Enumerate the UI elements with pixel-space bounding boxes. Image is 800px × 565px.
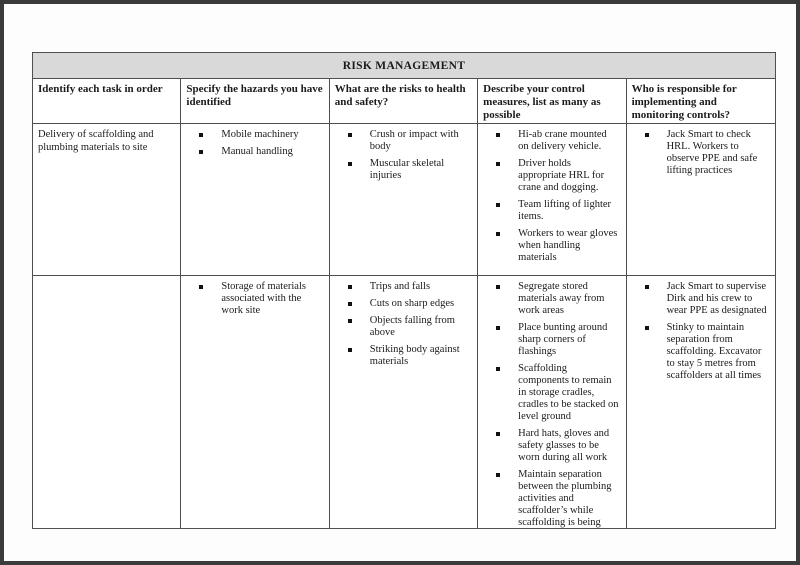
table-cell (33, 124, 181, 275)
square-bullet-icon (199, 285, 203, 289)
bullet-text: Jack Smart to supervise Dirk and his crew to wear PPE as designated (666, 281, 767, 316)
bullet-text: Trips and falls (369, 281, 431, 292)
bullet-text: Objects falling from above (369, 315, 455, 338)
table-cell (181, 124, 329, 275)
bullet-text: Segregate stored materials away from work areas (518, 281, 605, 316)
bullet-item (483, 199, 619, 223)
square-bullet-icon (645, 133, 649, 137)
task-text: Delivery of scaffolding and plumbing materials to site (38, 129, 154, 153)
bullet-item (483, 469, 619, 528)
bullet-item (335, 158, 471, 182)
column-header-risks: What are the risks to health and safety? (330, 79, 478, 123)
bullet-item (632, 322, 769, 382)
bullet-item (483, 158, 619, 194)
bullet-item (483, 363, 619, 423)
bullet-list (632, 129, 769, 177)
bullet-list (483, 281, 619, 528)
column-header-controls: Describe your control measures, list as many as possible (478, 79, 626, 123)
table-cell (478, 124, 626, 275)
table-row (33, 124, 775, 275)
square-bullet-icon (496, 367, 500, 371)
square-bullet-icon (348, 285, 352, 289)
column-header-responsible: Who is responsible for implementing and monitoring controls? (631, 83, 737, 121)
bullet-item (335, 298, 471, 310)
table-row (33, 275, 775, 528)
bullet-text: Place bunting around sharp corners of flashings (518, 322, 608, 357)
square-bullet-icon (645, 285, 649, 289)
table-header-row (33, 79, 775, 124)
bullet-item (483, 129, 619, 153)
bullet-text: Crush or impact with body (369, 129, 459, 152)
table-cell (478, 276, 626, 528)
bullet-list (186, 281, 322, 317)
bullet-list (483, 129, 619, 264)
bullet-text: Striking body against materials (369, 344, 460, 367)
square-bullet-icon (348, 133, 352, 137)
table-body (33, 124, 775, 528)
square-bullet-icon (496, 133, 500, 137)
bullet-text: Hard hats, gloves and safety glasses to be worn during all work (518, 428, 610, 463)
square-bullet-icon (199, 133, 203, 137)
bullet-item (335, 315, 471, 339)
square-bullet-icon (496, 473, 500, 477)
bullet-item (632, 129, 769, 177)
table-cell (330, 124, 478, 275)
bullet-item (186, 146, 322, 158)
risk-management-table (32, 52, 776, 529)
bullet-item (335, 129, 471, 153)
bullet-text: Driver holds appropriate HRL for crane and dogging. (518, 158, 605, 193)
bullet-text: Cuts on sharp edges (369, 298, 455, 309)
column-header-task: Identify each task in order (33, 79, 181, 123)
square-bullet-icon (496, 203, 500, 207)
bullet-text: Jack Smart to check HRL. Workers to observe PPE and safe lifting practices (666, 129, 758, 176)
square-bullet-icon (348, 162, 352, 166)
bullet-item (186, 281, 322, 317)
bullet-text: Manual handling (221, 146, 293, 157)
table-title: RISK MANAGEMENT (33, 53, 775, 79)
bullet-item (335, 344, 471, 368)
square-bullet-icon (348, 319, 352, 323)
bullet-item (483, 322, 619, 358)
bullet-text: Workers to wear gloves when handling materials (518, 228, 618, 263)
square-bullet-icon (348, 348, 352, 352)
bullet-text: Stinky to maintain separation from scaffolding. Excavator to stay 5 metres from scaffolders at all times (666, 322, 762, 381)
column-header-hazards: Specify the hazards you have identified (181, 79, 329, 123)
square-bullet-icon (496, 162, 500, 166)
bullet-text: Storage of materials associated with the work site (221, 281, 306, 316)
bullet-item (483, 281, 619, 317)
square-bullet-icon (496, 432, 500, 436)
square-bullet-icon (199, 150, 203, 154)
table-cell (627, 276, 775, 528)
square-bullet-icon (496, 232, 500, 236)
square-bullet-icon (348, 302, 352, 306)
bullet-text: Scaffolding components to remain in storage cradles, cradles to be stacked on level ground (518, 363, 619, 422)
square-bullet-icon (496, 285, 500, 289)
bullet-list (335, 281, 471, 368)
bullet-text: Muscular skeletal injuries (369, 158, 445, 181)
bullet-item (186, 129, 322, 141)
table-cell (33, 276, 181, 528)
bullet-item (483, 428, 619, 464)
bullet-text: Maintain separation between the plumbing activities and scaffolder’s while scaffolding is being (518, 469, 612, 528)
bullet-text: Team lifting of lighter items. (518, 199, 612, 222)
bullet-list (186, 129, 322, 158)
square-bullet-icon (645, 326, 649, 330)
table-cell (627, 124, 775, 275)
bullet-text: Hi-ab crane mounted on delivery vehicle. (518, 129, 607, 152)
table-cell (181, 276, 329, 528)
bullet-item (483, 228, 619, 264)
bullet-text: Mobile machinery (221, 129, 299, 140)
bullet-list (335, 129, 471, 182)
square-bullet-icon (496, 326, 500, 330)
bullet-item (335, 281, 471, 293)
bullet-list (632, 281, 769, 382)
table-cell (330, 276, 478, 528)
bullet-item (632, 281, 769, 317)
